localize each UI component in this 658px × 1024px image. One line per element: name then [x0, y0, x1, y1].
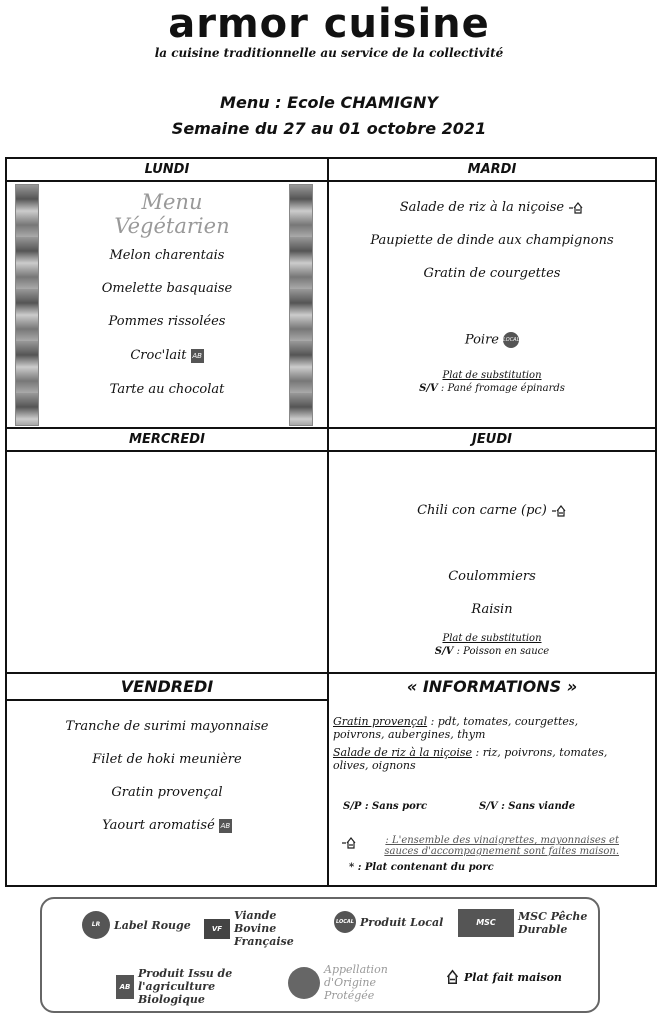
produit-local-icon: LOCAL	[503, 332, 519, 348]
menu-vegetarien-banner: Menu Végétarien	[114, 190, 230, 238]
substitution-code: S/V	[419, 383, 438, 394]
bio-ab-icon: AB	[116, 975, 134, 999]
aop-seal-icon	[288, 967, 320, 999]
dish-label: Chili con carne (pc)	[417, 503, 547, 518]
dish-item-with-icon	[329, 503, 655, 518]
substitution-line	[329, 646, 655, 657]
dish-item: Tarte au chocolat	[109, 382, 225, 397]
substitution-text: : Poisson en sauce	[453, 646, 550, 657]
dish-item: Gratin provençal	[111, 785, 223, 800]
dish-item-with-icon	[7, 348, 327, 363]
dish-label: Poire	[464, 332, 499, 348]
dish-item: Filet de hoki meunière	[92, 752, 242, 767]
label-rouge-icon: LR	[82, 911, 110, 939]
day-cell-jeudi	[329, 452, 655, 672]
legend-bio: AB Produit Issu de l'agriculture Biologique	[116, 967, 286, 1006]
day-header-lundi: LUNDI	[144, 162, 190, 177]
brand-logo: armor cuisine	[168, 1, 490, 47]
info-gratin	[333, 715, 633, 741]
day-header-mardi: MARDI	[467, 162, 517, 177]
substitution-title: Plat de substitution	[442, 370, 542, 381]
dish-item-with-icon	[329, 200, 655, 215]
bio-ab-icon: AB	[219, 819, 232, 833]
day-header-mercredi: MERCREDI	[129, 432, 205, 447]
info-maison-note: : L'ensemble des vinaigrettes, mayonnaises et sauces d'accompagnement sont faites maison.	[384, 835, 619, 857]
dish-item: Gratin de courgettes	[423, 266, 561, 281]
fait-maison-icon	[440, 969, 460, 985]
legend-msc: MSC MSC Pêche Durable	[458, 909, 598, 937]
legend-fait-maison: Plat fait maison	[440, 969, 562, 985]
day-cell-mardi	[329, 182, 655, 427]
menu-grid	[5, 157, 657, 887]
produit-local-icon: LOCAL	[334, 911, 356, 933]
dish-item: Raisin	[471, 602, 513, 617]
dish-label: Croc'lait	[130, 348, 187, 363]
info-salade-name: Salade de riz à la niçoise	[333, 746, 473, 759]
info-porc-note: * : Plat contenant du porc	[349, 862, 494, 873]
substitution-title: Plat de substitution	[442, 633, 542, 644]
info-salade-desc: : riz, poivrons, tomates, olives, oignons	[333, 746, 608, 772]
fait-maison-icon	[341, 837, 357, 849]
day-header-vendredi: VENDREDI	[120, 677, 214, 696]
info-gratin-desc: : pdt, tomates, courgettes, poivrons, aubergines, thym	[333, 715, 579, 741]
day-cell-vendredi	[7, 701, 327, 885]
dish-item: Omelette basquaise	[101, 281, 233, 296]
bio-ab-icon: AB	[191, 349, 204, 363]
brand-tagline: la cuisine traditionnelle au service de la collectivité	[154, 46, 504, 60]
informations-cell	[329, 701, 655, 885]
fait-maison-icon	[551, 505, 567, 517]
day-header-jeudi: JEUDI	[472, 432, 512, 447]
dish-item-with-icon	[7, 818, 327, 833]
legend-viande-bovine: VF Viande Bovine Française	[204, 909, 324, 948]
msc-peche-icon: MSC	[458, 909, 514, 937]
info-sans-viande: S/V : Sans viande	[479, 801, 576, 812]
substitution-code: S/V	[434, 646, 454, 657]
info-salade	[333, 746, 633, 772]
dish-item: Melon charentais	[109, 248, 225, 263]
substitution-text: : Pané fromage épinards	[437, 383, 565, 394]
menu-title: Menu : Ecole CHAMIGNY	[220, 93, 438, 112]
substitution-line	[329, 383, 655, 394]
info-sans-porc: S/P : Sans porc	[343, 801, 428, 812]
week-title: Semaine du 27 au 01 octobre 2021	[171, 119, 487, 138]
fait-maison-icon	[568, 202, 584, 214]
dish-item: Pommes rissolées	[108, 314, 226, 329]
informations-header: « INFORMATIONS »	[406, 677, 578, 696]
legend-aop: Appellation d'Origine Protégée	[288, 963, 438, 1002]
dish-label: Yaourt aromatisé	[102, 818, 215, 833]
legend-box	[40, 897, 600, 1013]
day-cell-lundi	[7, 182, 327, 427]
dish-item: Coulommiers	[448, 569, 536, 584]
legend-produit-local: LOCAL Produit Local	[334, 911, 443, 933]
dish-label: Salade de riz à la niçoise	[399, 200, 565, 215]
dish-item: Tranche de surimi mayonnaise	[65, 719, 269, 734]
day-cell-mercredi	[7, 452, 327, 672]
dish-item: Paupiette de dinde aux champignons	[370, 233, 614, 248]
dish-item-with-icon	[329, 332, 655, 348]
legend-label-rouge: LR Label Rouge	[82, 911, 191, 939]
info-gratin-name: Gratin provençal	[333, 715, 428, 728]
viande-francaise-icon: VF	[204, 919, 230, 939]
